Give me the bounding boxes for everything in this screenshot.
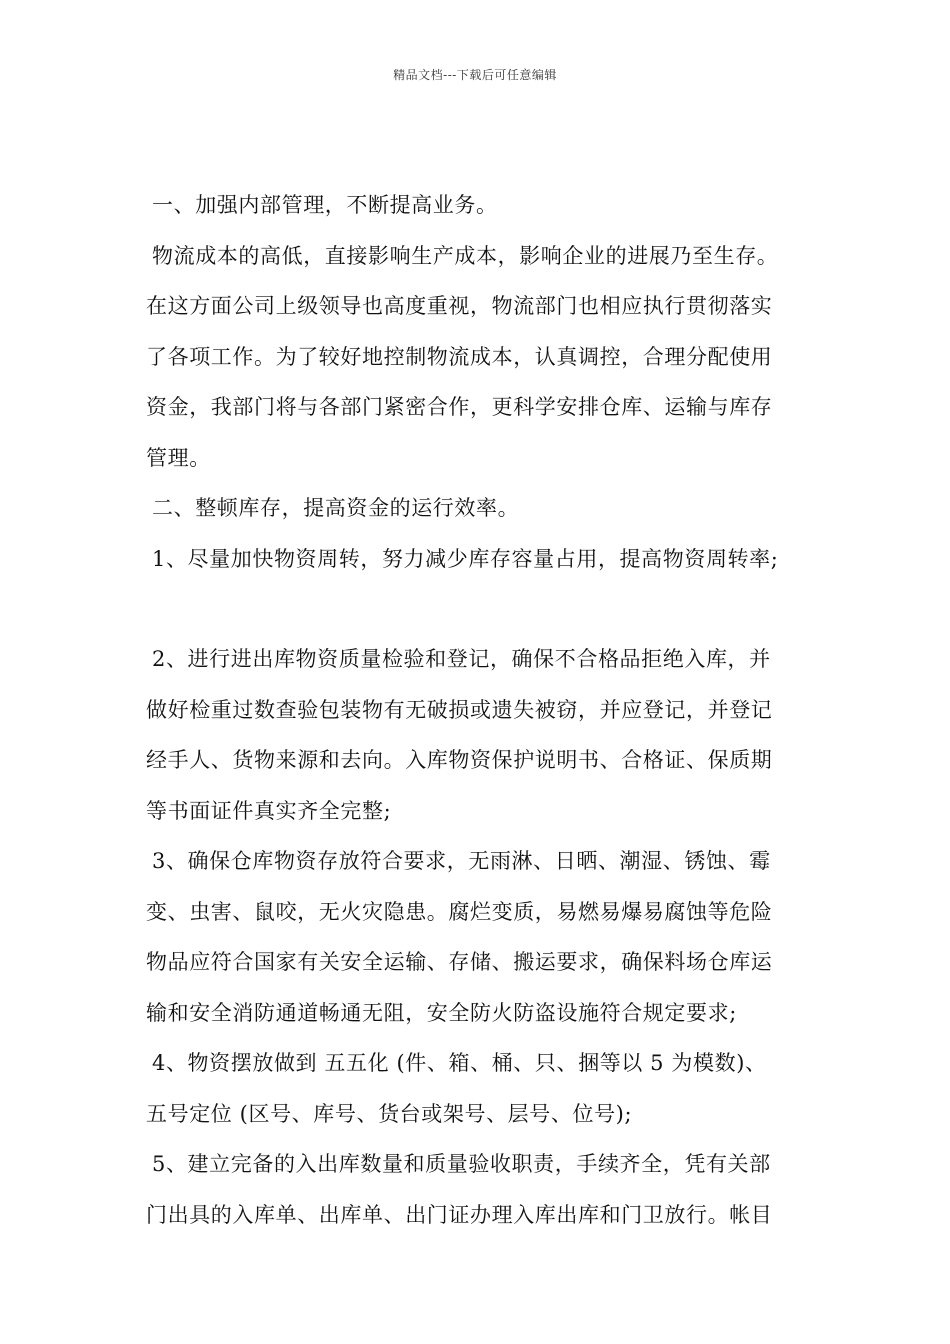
document-body bbox=[146, 180, 810, 1240]
paragraph-line: 等书面证件真实齐全完整; bbox=[146, 798, 392, 823]
list-item-4: 4、物资摆放做到 五五化 (件、箱、桶、只、捆等以 5 为模数)、 bbox=[152, 1051, 767, 1075]
paragraph-line: 管理。 bbox=[146, 445, 211, 470]
list-item-1: 1、尽量加快物资周转，努力减少库存容量占用，提高物资周转率; bbox=[152, 546, 779, 571]
paragraph-line: 物品应符合国家有关安全运输、存储、搬运要求，确保料场仓库运 bbox=[146, 950, 773, 974]
section-heading-2: 二、整顿库存，提高资金的运行效率。 bbox=[152, 496, 520, 520]
paragraph-line: 了各项工作。为了较好地控制物流成本，认真调控，合理分配使用 bbox=[146, 344, 773, 369]
paragraph-line: 经手人、货物来源和去向。入库物资保护说明书、合格证、保质期 bbox=[146, 748, 773, 772]
paragraph-line: 资金，我部门将与各部门紧密合作，更科学安排仓库、运输与库存 bbox=[146, 395, 773, 419]
paragraph-line: 在这方面公司上级领导也高度重视，物流部门也相应执行贯彻落实 bbox=[146, 294, 773, 318]
list-item-3: 3、确保仓库物资存放符合要求，无雨淋、日晒、潮湿、锈蚀、霉 bbox=[152, 849, 771, 873]
paragraph-line: 变、虫害、鼠咬，无火灾隐患。腐烂变质，易燃易爆易腐蚀等危险 bbox=[146, 899, 773, 924]
blank-gap bbox=[146, 584, 810, 634]
paragraph-line: 五号定位 (区号、库号、货台或架号、层号、位号); bbox=[146, 1101, 633, 1126]
paragraph-line: 做好检重过数查验包装物有无破损或遗失被窃，并应登记，并登记 bbox=[146, 697, 773, 722]
paragraph-line: 物流成本的高低，直接影响生产成本，影响企业的进展乃至生存。 bbox=[152, 243, 779, 268]
page-header: 精品文档---下载后可任意编辑 bbox=[393, 68, 557, 82]
list-item-2: 2、进行进出库物资质量检验和登记，确保不合格品拒绝入库，并 bbox=[152, 647, 771, 671]
list-item-5: 5、建立完备的入出库数量和质量验收职责，手续齐全，凭有关部 bbox=[152, 1152, 771, 1176]
paragraph-line: 输和安全消防通道畅通无阻，安全防火防盗设施符合规定要求; bbox=[146, 1000, 737, 1025]
section-heading-1: 一、加强内部管理，不断提高业务。 bbox=[152, 193, 498, 217]
paragraph-line: 门出具的入库单、出库单、出门证办理入库出库和门卫放行。帐目 bbox=[146, 1202, 773, 1227]
